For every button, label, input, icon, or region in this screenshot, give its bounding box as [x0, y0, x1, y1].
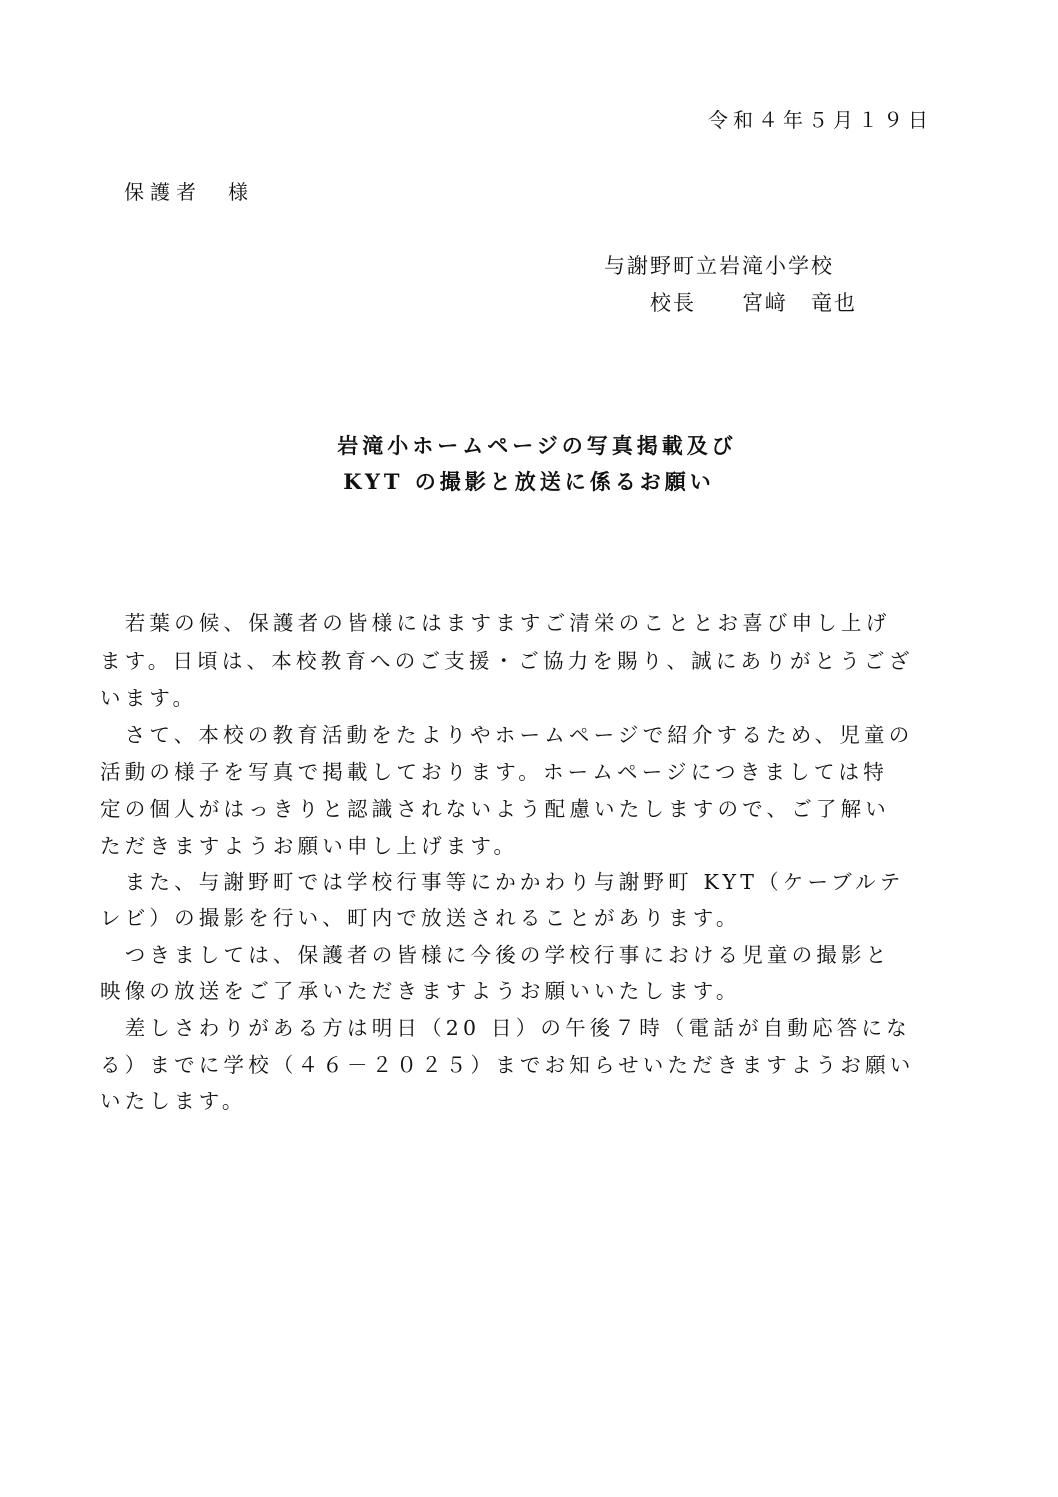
body-line: いたします。 — [100, 1089, 247, 1113]
body-line: 若葉の候、保護者の皆様にはますますご清栄のこととお喜び申し上げ — [100, 611, 891, 635]
letter-date: 令和４年５月１９日 — [708, 108, 933, 132]
body-line: 定の個人がはっきりと認識されないよう配慮いたしますので、ご了解い — [100, 797, 890, 821]
body-line: 差しさわりがある方は明日（20 日）の午後７時（電話が自動応答にな — [100, 1016, 911, 1040]
body-line: レビ）の撮影を行い、町内で放送されることがあります。 — [100, 906, 741, 930]
school-name: 与謝野町立岩滝小学校 — [604, 254, 834, 278]
body-line: る）までに学校（４６－２０２５）までお知らせいただきますようお願い — [100, 1053, 915, 1077]
addressee: 保護者 様 — [124, 180, 254, 204]
letter-title-line-2: KYT の撮影と放送に係るお願い — [343, 469, 715, 494]
body-line: ます。日頃は、本校教育へのご支援・ご協力を賜り、誠にありがとうござ — [100, 649, 914, 673]
body-line: 活動の様子を写真で掲載しております。ホームページにつきましては特 — [100, 760, 888, 784]
body-line: また、与謝野町では学校行事等にかかわり与謝野町 KYT（ケーブルテ — [100, 870, 905, 894]
body-line: 映像の放送をご了承いただきますようお願いいたします。 — [100, 979, 741, 1003]
letter-title-line-1: 岩滝小ホームページの写真掲載及び — [337, 433, 737, 458]
principal-name: 校長 宮﨑 竜也 — [650, 291, 857, 315]
body-line: つきましては、保護者の皆様に今後の学校行事における児童の撮影と — [100, 943, 891, 967]
body-line: さて、本校の教育活動をたよりやホームページで紹介するため、児童の — [100, 723, 914, 747]
body-line: います。 — [100, 686, 198, 710]
body-line: ただきますようお願い申し上げます。 — [100, 834, 519, 858]
